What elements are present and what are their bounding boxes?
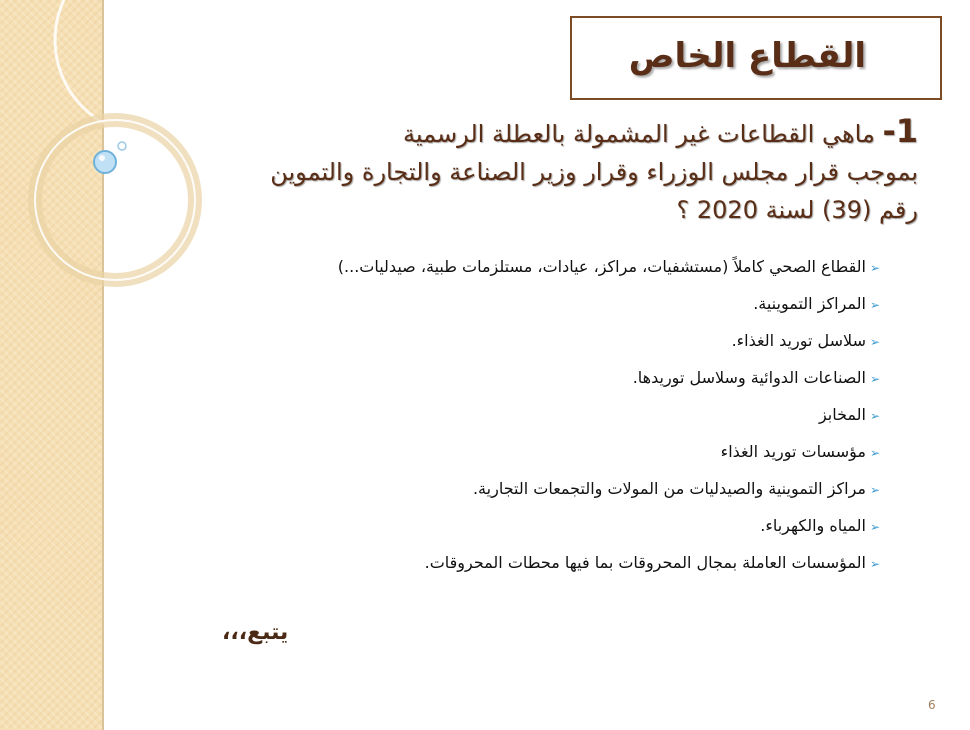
list-item-text: المياه والكهرباء. bbox=[760, 516, 866, 535]
slide-title: القطاع الخاص bbox=[628, 36, 866, 76]
list-item bbox=[200, 476, 880, 513]
question-line-3: رقم (39) لسنة 2020 ؟ bbox=[676, 196, 918, 224]
list-item bbox=[200, 402, 880, 439]
question-line-2: بموجب قرار مجلس الوزراء وقرار وزير الصناعة والتجارة والتموين bbox=[270, 158, 918, 186]
list-item-text: المؤسسات العاملة بمجال المحروقات بما فيها محطات المحروقات. bbox=[424, 553, 866, 572]
list-item-text: مؤسسات توريد الغذاء bbox=[720, 442, 866, 461]
arrow-bullet-icon: ➢ bbox=[869, 519, 880, 534]
list-item-text: مراكز التموينية والصيدليات من المولات والتجمعات التجارية. bbox=[472, 479, 866, 498]
list-item bbox=[200, 365, 880, 402]
sector-list bbox=[200, 254, 880, 587]
arrow-bullet-icon: ➢ bbox=[869, 371, 880, 386]
question-number: 1- bbox=[882, 112, 918, 150]
list-item bbox=[200, 513, 880, 550]
list-item-text: سلاسل توريد الغذاء. bbox=[731, 331, 866, 350]
arrow-bullet-icon: ➢ bbox=[869, 482, 880, 497]
list-item-text: القطاع الصحي كاملاً (مستشفيات، مراكز، عيادات، مستلزمات طبية، صيدليات...) bbox=[337, 257, 866, 276]
arrow-bullet-icon: ➢ bbox=[869, 297, 880, 312]
question-line-1-text: ماهي القطاعات غير المشمولة بالعطلة الرسمية bbox=[403, 120, 875, 148]
list-item-text: المراكز التموينية. bbox=[753, 294, 866, 313]
page-number: 6 bbox=[928, 698, 936, 712]
list-item bbox=[200, 254, 880, 291]
decorative-side-panel bbox=[0, 0, 102, 730]
list-item bbox=[200, 328, 880, 365]
continued-label: يتبع،،، bbox=[222, 620, 289, 645]
arrow-bullet-icon: ➢ bbox=[869, 260, 880, 275]
side-panel-edge bbox=[102, 0, 104, 730]
arrow-bullet-icon: ➢ bbox=[869, 334, 880, 349]
title-box bbox=[570, 16, 942, 100]
question-block bbox=[148, 112, 918, 229]
arrow-bullet-icon: ➢ bbox=[869, 445, 880, 460]
arrow-bullet-icon: ➢ bbox=[869, 556, 880, 571]
list-item-text: المخابز bbox=[818, 405, 866, 424]
question-line-1 bbox=[148, 112, 918, 153]
list-item bbox=[200, 291, 880, 328]
list-item bbox=[200, 439, 880, 476]
arrow-bullet-icon: ➢ bbox=[869, 408, 880, 423]
list-item-text: الصناعات الدوائية وسلاسل توريدها. bbox=[632, 368, 866, 387]
list-item bbox=[200, 550, 880, 587]
